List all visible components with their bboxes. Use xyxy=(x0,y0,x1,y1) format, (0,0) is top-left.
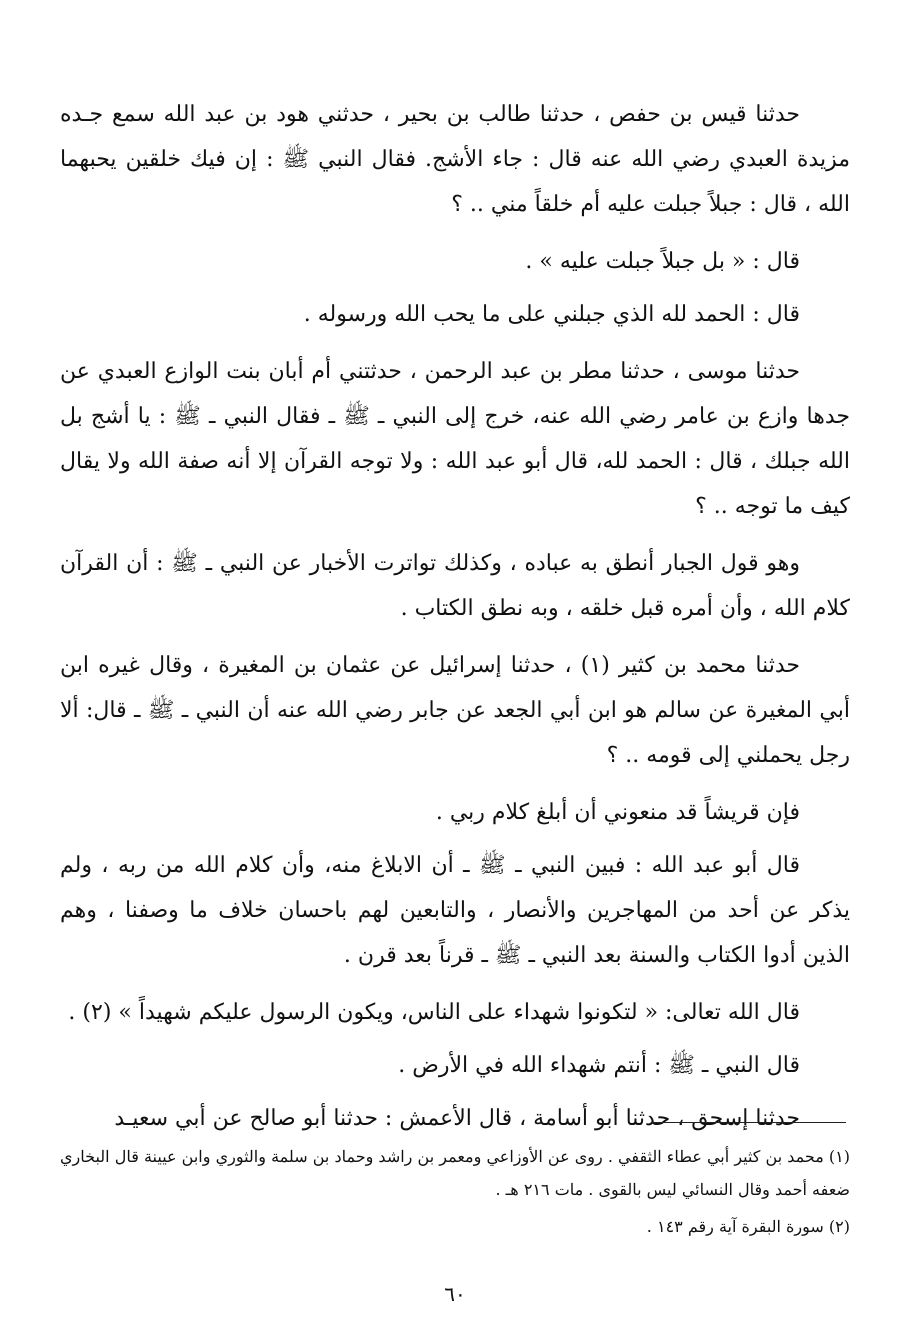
paragraph-10: قال النبي ـ ﷺ : أنتم شهداء الله في الأرض . xyxy=(398,1053,800,1078)
footnote-2: (٢) سورة البقرة آية رقم ١٤٣ . xyxy=(646,1217,850,1236)
main-text xyxy=(60,92,850,1153)
paragraph-1: حدثنا قيس بن حفص ، حدثنا طالب بن بحير ، حدثني هود بن عبد الله سمع جـده مزيدة العبدي رضي الله عنه قال : جاء الأشج. فقال النبي ﷺ : إن فيك خلقين يحبهما الله ، قال : جبلاً جبلت عليه أم خلقاً مني .. ؟ xyxy=(60,102,850,217)
paragraph-4: حدثنا موسى ، حدثنا مطر بن عبد الرحمن ، حدثتني أم أبان بنت الوازع العبدي عن جدها وازع بن عامر رضي الله عنه، خرج إلى النبي ـ ﷺ ـ فقال النبي ـ ﷺ : يا أشج بل الله جبلك ، قال : الحمد لله، قال أبو عبد الله : ولا توجه القرآن إلا أنه صفة الله ولا يقال كيف ما توجه .. ؟ xyxy=(60,359,851,519)
paragraph-2: قال : « بل جبلاً جبلت عليه » . xyxy=(525,249,800,274)
paragraph-3: قال : الحمد لله الذي جبلني على ما يحب الله ورسوله . xyxy=(303,302,800,327)
paragraph-6: حدثنا محمد بن كثير (١) ، حدثنا إسرائيل عن عثمان بن المغيرة ، وقال غيره ابن أبي المغيرة عن سالم هو ابن أبي الجعد عن جابر رضي الله عنه أن النبي ـ ﷺ ـ قال: ألا رجل يحملني إلى قومه .. ؟ xyxy=(60,653,850,768)
page-number: ٦٠ xyxy=(444,1282,466,1306)
paragraph-7: فإن قريشاً قد منعوني أن أبلغ كلام ربي . xyxy=(435,800,800,825)
paragraph-8: قال أبو عبد الله : فبين النبي ـ ﷺ ـ أن الابلاغ منه، وأن كلام الله من ربه ، ولم يذكر عن أحد من المهاجرين والأنصار ، والتابعين لهم باحسان خلاف ما وصفنا ، وهم الذين أدوا الكتاب والسنة بعد النبي ـ ﷺ ـ قرناً بعد قرن . xyxy=(60,853,850,968)
paragraph-5: وهو قول الجبار أنطق به عباده ، وكذلك تواترت الأخبار عن النبي ـ ﷺ : أن القرآن كلام الله ، وأن أمره قبل خلقه ، وبه نطق الكتاب . xyxy=(60,551,850,621)
footnote-divider xyxy=(651,1122,846,1123)
paragraph-9: قال الله تعالى: « لتكونوا شهداء على الناس، ويكون الرسول عليكم شهيداً » (٢) . xyxy=(68,1000,800,1025)
footnote-1: (١) محمد بن كثير أبي عطاء الثقفي . روى عن الأوزاعي ومعمر بن راشد وحماد بن سلمة والثوري وابن عيينة قال البخاري ضعفه أحمد وقال النسائي ليس بالقوى . مات ٢١٦ هـ . xyxy=(60,1147,850,1199)
paragraph-11: حدثنا إسحق ، حدثنا أبو أسامة ، قال الأعمش : حدثنا أبو صالح عن أبي سعيـد xyxy=(114,1106,800,1131)
footnotes xyxy=(60,1140,850,1247)
